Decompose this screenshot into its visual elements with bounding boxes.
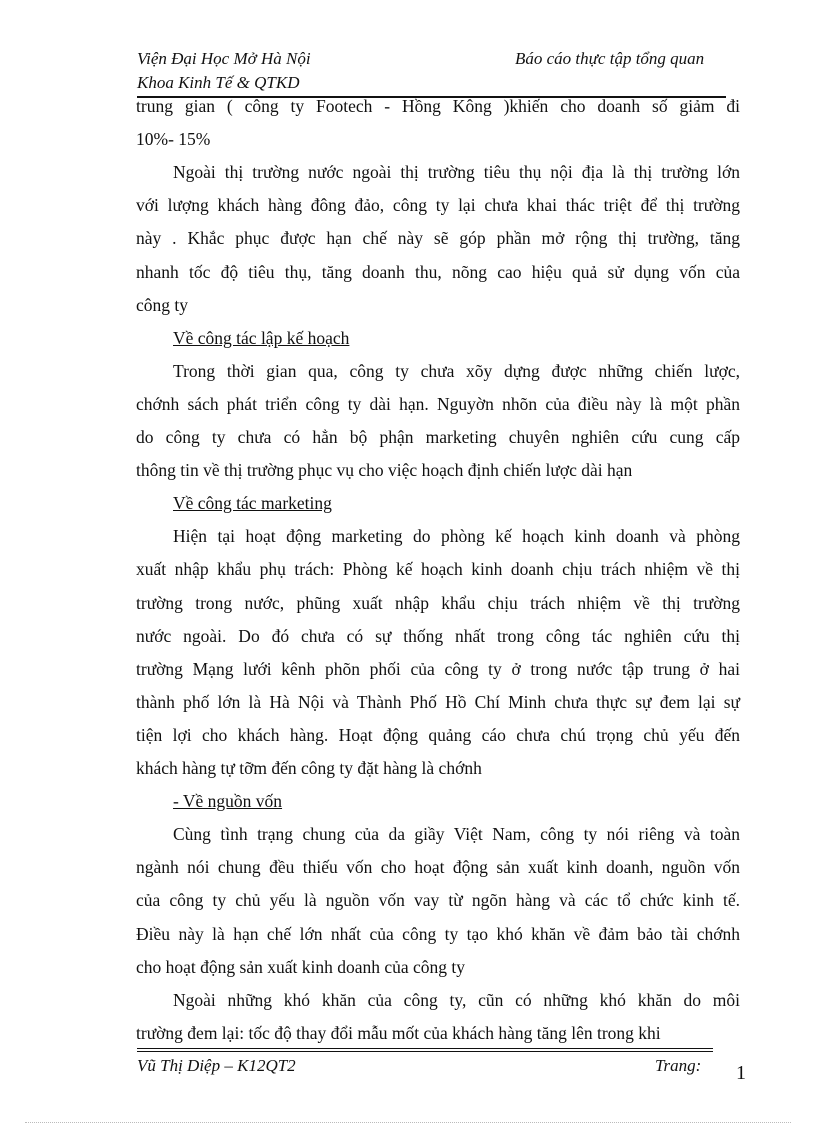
text-line: cho hoạt động sản xuất kinh doanh của công ty xyxy=(136,956,466,977)
text-line: Điều này là hạn chế lớn nhất của công ty tạo khó khăn về đảm bảo tài chớnh xyxy=(136,923,740,944)
text-line: chớnh sách phát triển công ty dài hạn. Nguyờn nhõn của điều này là một phần xyxy=(136,393,740,414)
text-line: do công ty chưa có hẳn bộ phận marketing chuyên nghiên cứu cung cấp xyxy=(136,427,740,447)
header-report-title: Báo cáo thực tập tổng quan xyxy=(515,49,705,68)
header-institute: Viện Đại Học Mở Hà Nội xyxy=(137,49,311,68)
text-line: thành phố lớn là Hà Nội và Thành Phố Hồ Chí Minh chưa thực sự đem lại sự xyxy=(136,691,740,712)
text-line: nước ngoài. Do đó chưa có sự thống nhất trong công tác nghiên cứu thị xyxy=(136,625,740,646)
text-line: trường Mạng lưới kênh phõn phối của công ty ở trong nước tập trung ở hai xyxy=(136,658,740,679)
text-line: Ngoài những khó khăn của công ty, cũn có những khó khăn do môi xyxy=(173,989,740,1010)
text-line: ngành nói chung đều thiếu vốn cho hoạt động sản xuất kinh doanh, nguồn vốn xyxy=(136,857,740,878)
page-number: 1 xyxy=(736,1062,746,1084)
text-line: 10%- 15% xyxy=(136,129,211,150)
text-line: nhanh tốc độ tiêu thụ, tăng doanh thu, nõng cao hiệu quả sử dụng vốn của xyxy=(136,261,740,282)
text-line: công ty xyxy=(136,294,189,315)
text-line: thông tin về thị trường phục vụ cho việc hoạch định chiến lược dài hạn xyxy=(136,460,633,481)
text-line: trung gian ( công ty Footech - Hồng Kông )khiến cho doanh số giảm đi xyxy=(136,96,740,116)
text-line: của công ty chủ yếu là nguồn vốn vay từ ngõn hàng và các tổ chức kinh tế. xyxy=(136,890,740,911)
footer-author: Vũ Thị Diệp – K12QT2 xyxy=(137,1056,296,1075)
text-line: Hiện tại hoạt động marketing do phòng kế hoạch kinh doanh và phòng xyxy=(173,526,740,547)
text-line: trường đem lại: tốc độ thay đổi mẫu mốt của khách hàng tăng lên trong khi xyxy=(136,1022,661,1043)
text-line: Trong thời gian qua, công ty chưa xõy dựng được những chiến lược, xyxy=(173,360,740,381)
text-line: khách hàng tự tỡm đến công ty đặt hàng là chớnh xyxy=(136,758,482,778)
text-line: xuất nhập khẩu phụ trách: Phòng kế hoạch kinh doanh chịu trách nhiệm về thị xyxy=(136,559,740,580)
footer-page-label: Trang: xyxy=(655,1056,702,1075)
text-line: này . Khắc phục được hạn chế này sẽ góp phần mở rộng thị trường, tăng xyxy=(136,228,740,249)
text-line: tiện lợi cho khách hàng. Hoạt động quảng cáo chưa chú trọng chủ yếu đến xyxy=(136,724,740,745)
footer-rule-top xyxy=(137,1048,713,1049)
header-faculty: Khoa Kinh Tế & QTKD xyxy=(137,73,300,92)
section-heading: Về công tác marketing xyxy=(173,493,332,514)
text-line: Ngoài thị trường nước ngoài thị trường tiêu thụ nội địa là thị trường lớn xyxy=(173,162,740,183)
section-heading: Về công tác lập kế hoạch xyxy=(173,327,350,348)
text-line: với lượng khách hàng đông đảo, công ty lại chưa khai thác triệt để thị trường xyxy=(136,195,740,216)
text-line: Cùng tình trạng chung của da giầy Việt Nam, công ty nói riêng và toàn xyxy=(173,824,740,845)
section-heading: - Về nguồn vốn xyxy=(173,791,283,812)
text-line: trường trong nước, phũng xuất nhập khẩu chịu trách nhiệm về thị trường xyxy=(136,592,740,613)
footer-rule-bottom xyxy=(137,1051,713,1052)
